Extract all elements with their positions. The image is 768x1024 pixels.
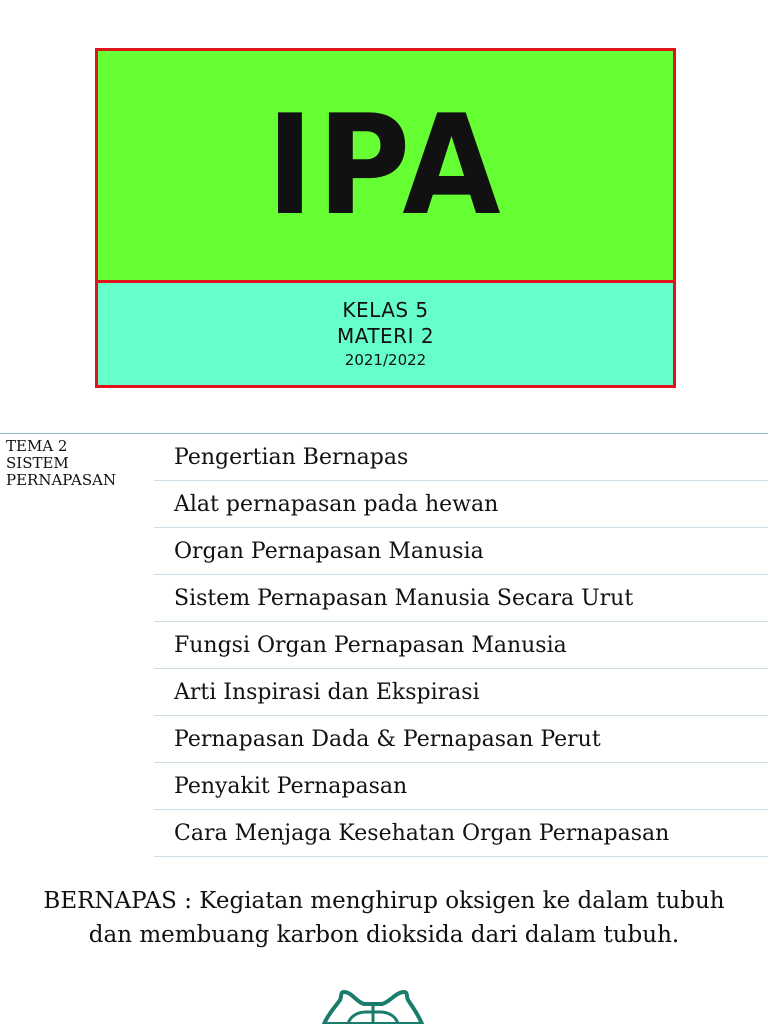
topic-item: Pernapasan Dada & Pernapasan Perut xyxy=(154,716,768,763)
cover-year-label: 2021/2022 xyxy=(344,351,427,369)
cover-info-panel xyxy=(98,283,673,385)
cover-title-panel xyxy=(98,51,673,283)
theme-line-3: PERNAPASAN xyxy=(6,471,117,489)
theme-label xyxy=(6,438,116,489)
topic-item: Organ Pernapasan Manusia xyxy=(154,528,768,575)
cover-material-label: MATERI 2 xyxy=(336,324,435,348)
topic-item: Penyakit Pernapasan xyxy=(154,763,768,810)
theme-line-2: SISTEM xyxy=(6,454,69,472)
topic-item: Arti Inspirasi dan Ekspirasi xyxy=(154,669,768,716)
topic-item: Sistem Pernapasan Manusia Secara Urut xyxy=(154,575,768,622)
topic-item: Fungsi Organ Pernapasan Manusia xyxy=(154,622,768,669)
topic-list xyxy=(154,434,768,857)
cover-class-label: KELAS 5 xyxy=(342,298,429,322)
cover-title: IPA xyxy=(266,84,505,246)
topic-item: Cara Menjaga Kesehatan Organ Pernapasan xyxy=(154,810,768,857)
lungs-illustration-icon xyxy=(318,988,428,1024)
cover-card xyxy=(95,48,676,388)
topic-item: Pengertian Bernapas xyxy=(154,434,768,481)
definition-text: BERNAPAS : Kegiatan menghirup oksigen ke dalam tubuh dan membuang karbon dioksida dari dalam tubuh. xyxy=(43,888,725,948)
topic-item: Alat pernapasan pada hewan xyxy=(154,481,768,528)
theme-line-1: TEMA 2 xyxy=(6,437,68,455)
